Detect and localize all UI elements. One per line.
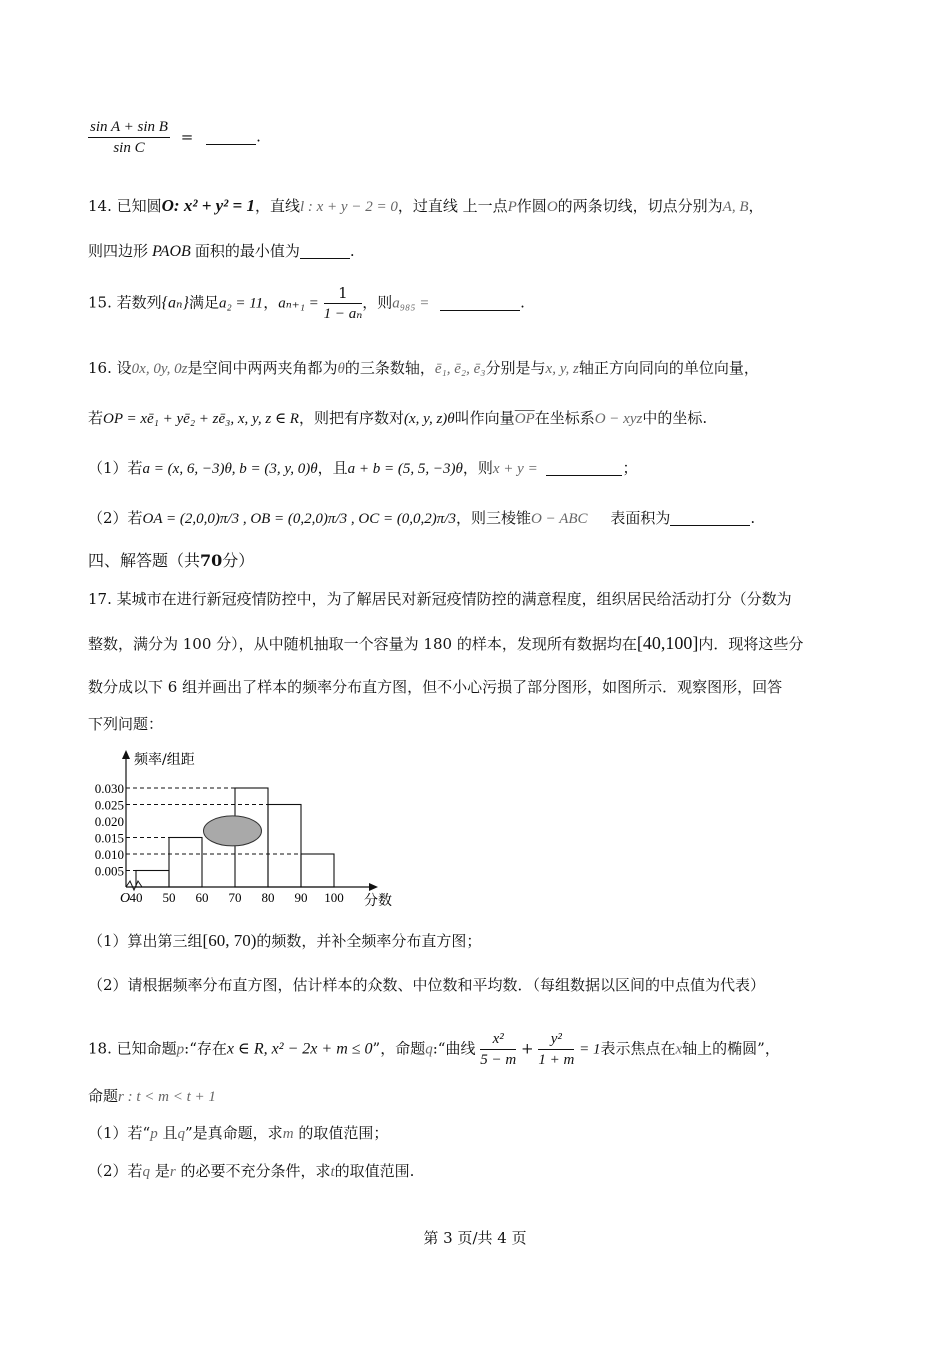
q18-plus: +	[520, 1039, 534, 1058]
q17-text: 内．现将这些分	[698, 635, 804, 653]
q14-text: ，过直线 上一点	[397, 197, 508, 215]
x-tick-label: 50	[162, 890, 176, 905]
q14-text: 的两条切线，切点分别为	[557, 197, 723, 215]
q18-line1	[88, 1030, 780, 1069]
chart-xlabel: 分数	[364, 893, 392, 909]
q16-p1-vecs: a = (x, 6, −3)θ, b = (3, y, 0)θ	[142, 461, 318, 477]
q16-text: ，则三棱锥	[456, 509, 532, 527]
q14-end: .	[349, 242, 355, 260]
q16-axes: 0x, 0y, 0z	[131, 361, 188, 377]
q18-text: ”是真命题，求	[185, 1124, 283, 1142]
q14-text: 则四边形	[88, 242, 149, 260]
q16-text: 表面积为	[610, 509, 671, 527]
q17-text: 下列问题：	[88, 715, 164, 733]
section-heading	[88, 550, 254, 572]
q18-p2-t: t	[330, 1164, 335, 1180]
y-axis-arrow	[122, 750, 130, 759]
q17-number: 17.	[88, 590, 112, 608]
q14-line2	[88, 240, 355, 263]
q18-text: 已知命题	[116, 1039, 177, 1058]
q16-text: 的三条数轴，	[344, 359, 435, 377]
q18-frac1-num: x²	[480, 1030, 516, 1050]
q16-line2	[88, 407, 707, 430]
q16-line1	[88, 357, 759, 380]
y-tick-label: 0.010	[94, 847, 124, 862]
q13-blank	[206, 128, 256, 145]
q18-eq1: = 1	[579, 1041, 601, 1058]
q18-frac1	[480, 1030, 516, 1069]
q18-p1-q: q	[177, 1126, 186, 1142]
x-tick-label: 60	[195, 890, 209, 905]
q14-line-eq: l : x + y − 2 = 0	[299, 199, 398, 215]
axis-break-mark	[126, 881, 142, 890]
page-footer: 第 3 页/共 4 页	[423, 1229, 527, 1247]
y-tick-label: 0.030	[94, 781, 124, 796]
q16-p2-end: .	[750, 509, 756, 527]
q18-frac2-num: y²	[538, 1030, 574, 1050]
q16-p1-sum: a + b = (5, 5, −3)θ	[347, 461, 463, 477]
q18-text: 是	[154, 1162, 170, 1180]
q15-a985: a₉₈₅ =	[392, 295, 430, 312]
q16-text: ，则把有序数对	[298, 409, 404, 427]
q18-text: 表示焦点在	[600, 1039, 676, 1058]
q13-end: .	[256, 127, 261, 146]
q18-text: 的必要不充分条件，求	[180, 1162, 331, 1180]
q15-text: 若数列	[116, 293, 162, 312]
q17-line2	[88, 632, 803, 655]
x-tick-label: 100	[324, 890, 344, 905]
q18-part1	[88, 1122, 388, 1145]
q18-p2-q: q	[142, 1164, 151, 1180]
q16-text: 叫作向量	[454, 409, 515, 427]
q17-part1	[88, 930, 481, 952]
q16-p1-ask: x + y =	[492, 461, 538, 477]
q18-text: :“曲线	[432, 1039, 476, 1058]
q18-frac2-den: 1 + m	[538, 1052, 575, 1068]
q18-text: 命题	[88, 1087, 119, 1105]
q18-p-expr: x ∈ R, x² − 2x + m ≤ 0	[226, 1040, 373, 1058]
q18-text: :“存在	[184, 1039, 227, 1058]
x-tick-label: 90	[294, 890, 308, 905]
q16-text: 若	[88, 409, 104, 427]
q13-numerator: sin A + sin B	[88, 118, 170, 138]
q16-op: $\overline{OP}$	[514, 411, 535, 427]
y-tick-label: 0.005	[94, 863, 124, 879]
q13-tail	[88, 118, 261, 157]
q17-line1	[88, 588, 792, 610]
q14-number: 14.	[88, 197, 112, 215]
q16-text: 中的坐标.	[642, 409, 708, 427]
chart-ylabel: 频率/组距	[134, 752, 195, 768]
q15-blank	[440, 294, 520, 311]
q18-q: q	[425, 1041, 433, 1058]
q14-quad: PAOB	[152, 243, 191, 260]
q18-frac2	[538, 1030, 574, 1069]
q15-end: .	[520, 293, 525, 312]
q16-p1-label: （1）若	[88, 459, 143, 477]
q18-p1-label: （1）若“	[88, 1124, 151, 1142]
q17-interval: [40,100]	[636, 633, 699, 653]
q15-fraction	[324, 284, 363, 323]
q17-text: 的频数，并补全频率分布直方图；	[256, 932, 482, 950]
q15-an1: aₙ₊₁ =	[278, 295, 319, 312]
histogram-bar	[268, 805, 301, 888]
q17-p1-interval: [60, 70)	[202, 931, 257, 950]
q16-evec: ē₁, ē₂, ē₃	[434, 361, 486, 377]
q17-part2	[88, 974, 765, 996]
q14-blank	[300, 242, 350, 259]
q14-points-ab: A, B	[722, 199, 749, 215]
q16-text: ，则	[462, 459, 493, 477]
q15-a2: a₂ = 11	[218, 295, 264, 312]
q18-text: ”，命题	[372, 1039, 426, 1058]
y-tick-label: 0.015	[94, 830, 124, 846]
histogram-bar	[301, 854, 334, 887]
q16-part1	[88, 457, 638, 480]
q18-number: 18.	[88, 1039, 112, 1058]
histogram-chart	[88, 742, 408, 914]
q18-line2	[88, 1085, 216, 1108]
y-tick-label: 0.020	[94, 814, 124, 829]
q16-p2-blank	[670, 509, 750, 526]
x-axis-arrow	[369, 883, 378, 891]
q16-p1-end: ；	[622, 459, 638, 477]
q18-p2-label: （2）若	[88, 1162, 143, 1180]
q16-sys: O − xyz	[594, 411, 643, 427]
q13-denominator: sin C	[113, 140, 145, 156]
q14-text: 作圆	[516, 197, 547, 215]
q14-text: ，直线	[254, 197, 300, 215]
q14-text: 面积的最小值为	[194, 242, 300, 260]
q16-op-eq: OP = xē₁ + yē₂ + zē₃, x, y, z ∈ R	[103, 411, 299, 427]
chart-origin: O	[120, 891, 131, 906]
q18-text: 的取值范围.	[334, 1162, 415, 1180]
q17-text: 整数，满分为 100 分），从中随机抽取一个容量为 180 的样本，发现所有数据均在	[88, 635, 637, 653]
q16-p1-blank	[546, 459, 622, 476]
q16-text: 设	[116, 359, 132, 377]
x-tick-label: 80	[261, 890, 275, 905]
q18-p1-and: 且	[162, 1124, 178, 1142]
q17-p1-label: （1）算出第三组	[88, 932, 203, 950]
q15-den: 1 − aₙ	[323, 306, 363, 322]
q16-p2-label: （2）若	[88, 509, 143, 527]
q16-p2-tet: O − ABC	[531, 511, 588, 527]
q14-text: ，	[748, 197, 764, 215]
q17-text: 某城市在进行新冠疫情防控中，为了解居民对新冠疫情防控的满意程度，组织居民给活动打分（分数为	[116, 590, 792, 608]
stain-oval	[204, 816, 262, 846]
q16-text: 分别是与	[485, 359, 546, 377]
q15	[88, 284, 525, 323]
histogram-bar	[169, 838, 202, 888]
q13-eq: =	[180, 127, 194, 146]
section-title-a: 四、解答题（共	[88, 551, 201, 570]
q16-text: 是空间中两两夹角都为	[187, 359, 338, 377]
section-title-num: 70	[200, 551, 223, 570]
q17-p2: （2）请根据频率分布直方图，估计样本的众数、中位数和平均数．（每组数据以区间的中点值为代表）	[88, 976, 766, 994]
q14-text: 已知圆	[116, 197, 162, 215]
section-title-b: 分）	[222, 551, 255, 570]
q17-line4	[88, 713, 163, 735]
q18-x: x	[675, 1041, 683, 1058]
q15-text: 满足	[188, 293, 219, 312]
q18-part2	[88, 1160, 414, 1183]
q15-num: 1	[324, 284, 363, 304]
q14-line1	[88, 195, 764, 218]
q13-fraction	[88, 118, 170, 157]
q14-circle-o: O	[546, 199, 558, 215]
q17-text: 数分成以下 6 组并画出了样本的频率分布直方图，但不小心污损了部分图形，如图所示．观察图形，回答	[88, 678, 783, 696]
q17-line3	[88, 676, 782, 698]
q18-p: p	[176, 1041, 185, 1058]
x-tick-label: 40	[129, 890, 143, 905]
q16-text: 轴正方向同向的单位向量，	[578, 359, 759, 377]
q15-text: ，	[263, 293, 279, 312]
q18-p1-p: p	[150, 1126, 158, 1142]
q16-part2	[88, 507, 755, 530]
q15-number: 15.	[88, 293, 112, 312]
q14-circle: O: x² + y² = 1	[161, 196, 255, 215]
q16-xyz: x, y, z	[545, 361, 579, 377]
q16-tuple: (x, y, z)θ	[403, 411, 455, 427]
x-tick-label: 70	[228, 890, 242, 905]
q18-p2-r: r	[169, 1164, 176, 1180]
q15-text: ，则	[362, 293, 393, 312]
q16-theta: θ	[337, 361, 345, 377]
q18-r-expr: r : t < m < t + 1	[118, 1089, 216, 1105]
y-tick-label: 0.025	[94, 797, 124, 813]
q16-text: ，且	[317, 459, 348, 477]
q16-text: 在坐标系	[534, 409, 595, 427]
q18-text: 轴上的椭圆”，	[682, 1039, 780, 1058]
q14-point-p: P	[507, 199, 517, 215]
q18-frac1-den: 5 − m	[480, 1052, 517, 1068]
q18-text: 的取值范围；	[298, 1124, 389, 1142]
q16-number: 16.	[88, 359, 112, 377]
q15-seq: {aₙ}	[161, 294, 189, 312]
q16-p2-vecs: OA = (2,0,0)π/3 , OB = (0,2,0)π/3 , OC = (0,0,2)π/3	[142, 511, 456, 527]
q18-p1-m: m	[282, 1126, 294, 1142]
